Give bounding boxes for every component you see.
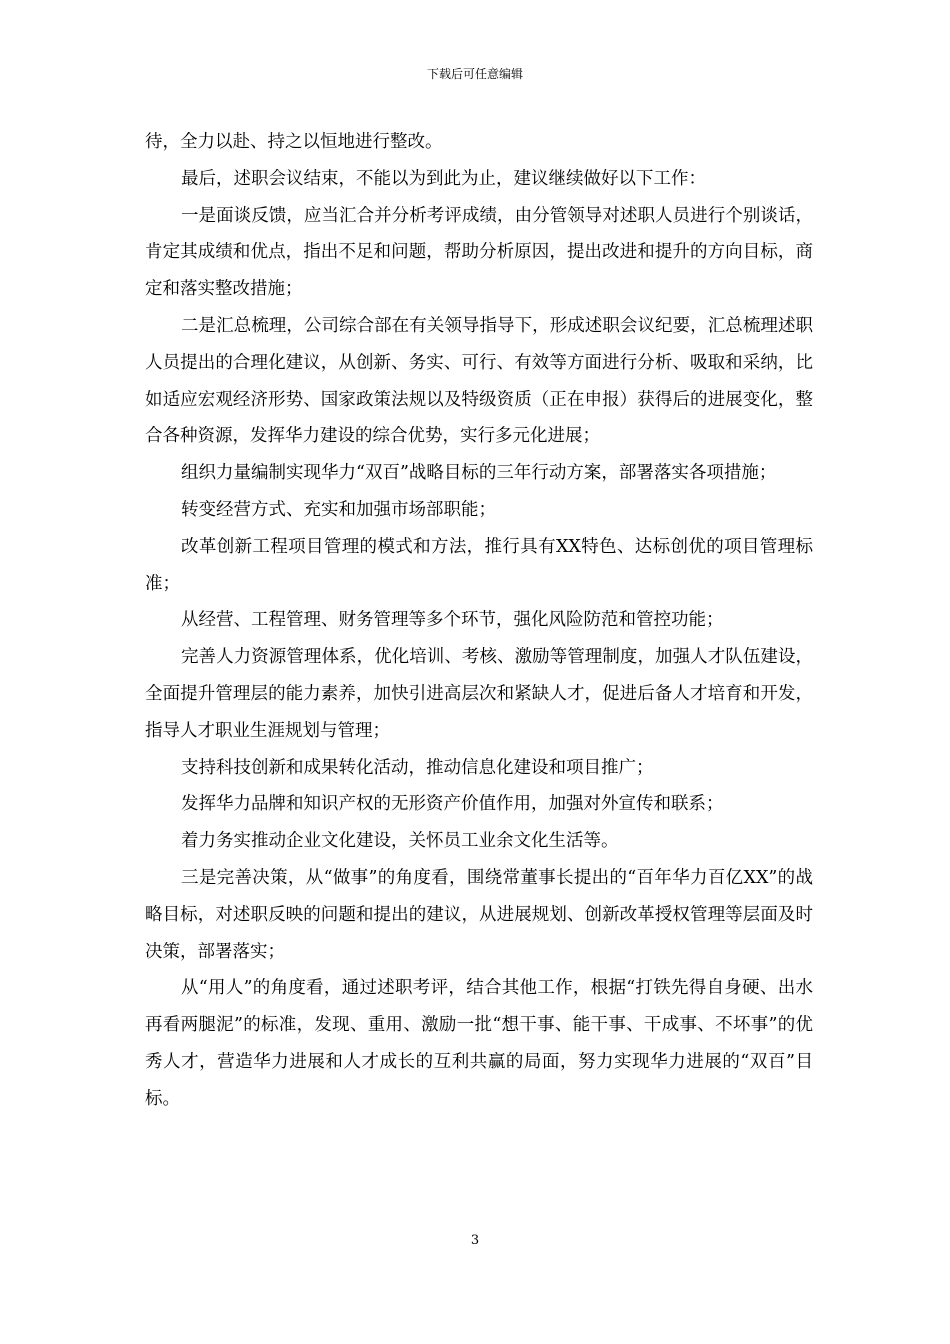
paragraph: 发挥华力品牌和知识产权的无形资产价值作用，加强对外宣传和联系； — [181, 794, 724, 815]
paragraph: 支持科技创新和成果转化活动，推动信息化建设和项目推广； — [181, 757, 654, 778]
paragraph: 待，全力以赴、持之以恒地进行整改。 — [145, 132, 443, 152]
paragraph: 转变经营方式、充实和加强市场部职能； — [181, 499, 496, 520]
paragraph: 最后，述职会议结束，不能以为到此为止，建议继续做好以下工作： — [181, 168, 706, 189]
paragraph: 从“用人”的角度看，通过述职考评，结合其他工作，根据“打铁先得自身硬、出水再看两腿泥”的标准，发现、重用、激励一批“想干事、能干事、干成事、不坏事”的优秀人才，营造华力进展和人才成长的互利共赢的局面，努力实现华力进展的“双百”目标。 — [145, 978, 813, 1109]
paragraph: 着力务实推动企业文化建设，关怀员工业余文化生活等。 — [181, 831, 619, 852]
paragraph: 改革创新工程项目管理的模式和方法，推行具有XX特色、达标创优的项目管理标准； — [145, 536, 813, 594]
page-number: 3 — [470, 1233, 480, 1248]
page-header: 下载后可任意编辑 — [426, 67, 523, 81]
body-text — [145, 124, 813, 1118]
paragraph: 完善人力资源管理体系，优化培训、考核、激励等管理制度，加强人才队伍建设，全面提升管理层的能力素养，加快引进高层次和紧缺人才，促进后备人才培育和开发，指导人才职业生涯规划与管理； — [145, 647, 813, 741]
paragraph: 二是汇总梳理，公司综合部在有关领导指导下，形成述职会议纪要，汇总梳理述职人员提出的合理化建议，从创新、务实、可行、有效等方面进行分析、吸取和采纳，比如适应宏观经济形势、国家政策法规以及特级资质（正在申报）获得后的进展变化，整合各种资源，发挥华力建设的综合优势，实行多元化进展； — [145, 315, 813, 447]
paragraph: 从经营、工程管理、财务管理等多个环节，强化风险防范和管控功能； — [181, 610, 724, 631]
paragraph: 组织力量编制实现华力“双百”战略目标的三年行动方案，部署落实各项措施； — [181, 463, 777, 484]
paragraph: 三是完善决策，从“做事”的角度看，围绕常董事长提出的“百年华力百亿XX”的战略目标，对述职反映的问题和提出的建议，从进展规划、创新改革授权管理等层面及时决策，部署落实； — [145, 867, 813, 962]
paragraph: 一是面谈反馈，应当汇合并分析考评成绩，由分管领导对述职人员进行个别谈话，肯定其成绩和优点，指出不足和问题，帮助分析原因，提出改进和提升的方向目标，商定和落实整改措施； — [145, 205, 813, 300]
